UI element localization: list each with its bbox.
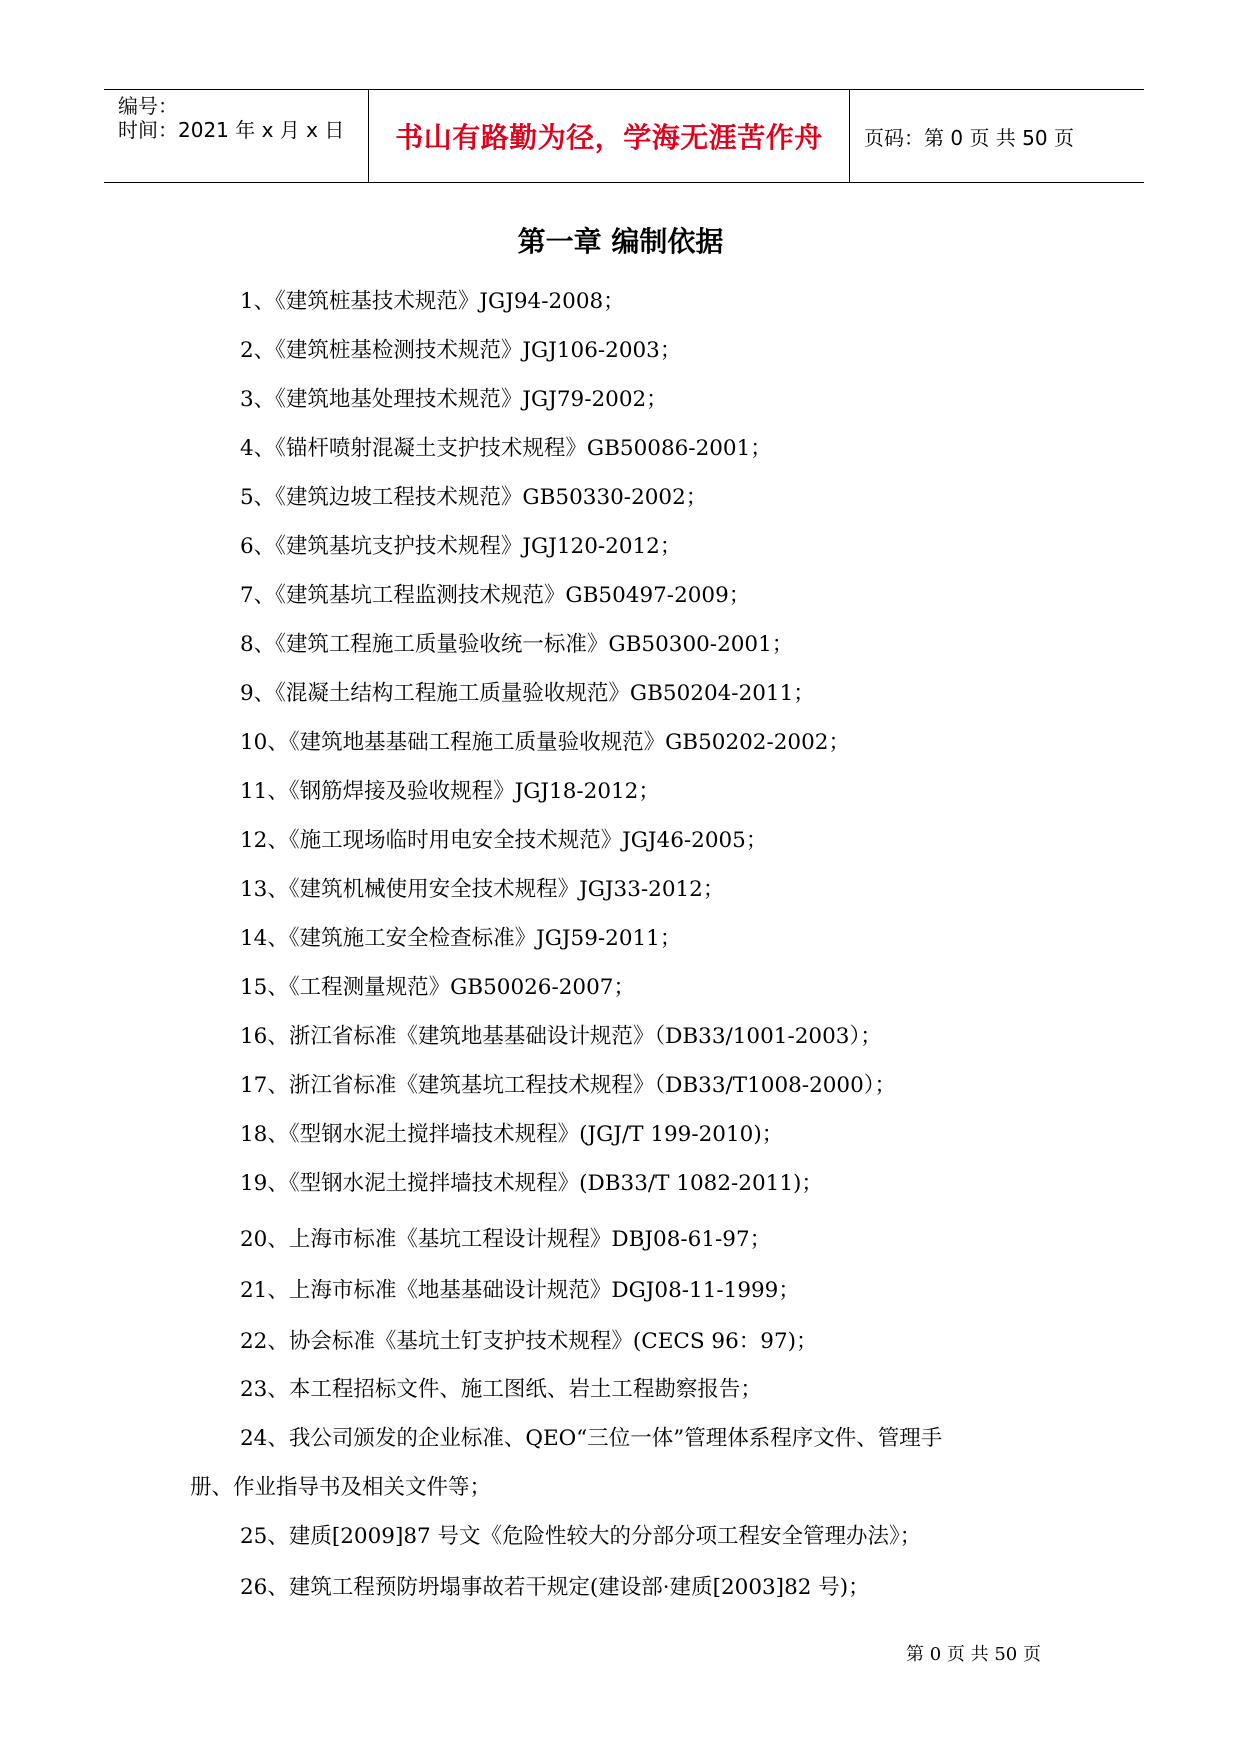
list-item: 26、建筑工程预防坍塌事故若干规定(建设部·建质[2003]82 号)； — [240, 1575, 870, 1600]
list-item: 22、协会标准《基坑土钉支护技术规程》(CECS 96：97)； — [240, 1329, 818, 1354]
motto-text: 书山有路勤为径，学海无涯苦作舟 — [395, 121, 823, 154]
list-item: 6、《建筑基坑支护技术规程》JGJ120-2012； — [240, 534, 682, 559]
list-item: 25、建质[2009]87 号文《危险性较大的分部分项工程安全管理办法》； — [240, 1524, 922, 1549]
chapter-title: 第一章 编制依据 — [517, 225, 724, 258]
list-item: 24、我公司颁发的企业标准、QEO“三位一体”管理体系程序文件、管理手 — [240, 1426, 943, 1451]
list-item: 16、浙江省标准《建筑地基基础设计规范》（DB33/1001-2003）； — [240, 1024, 882, 1049]
header-page-cell — [850, 90, 1144, 182]
list-item: 18、《型钢水泥土搅拌墙技术规程》(JGJ/T 199-2010)； — [240, 1122, 784, 1147]
list-item: 12、《施工现场临时用电安全技术规范》JGJ46-2005； — [240, 828, 768, 853]
list-item: 9、《混凝土结构工程施工质量验收规范》GB50204-2011； — [240, 681, 815, 706]
list-item: 4、《锚杆喷射混凝土支护技术规程》GB50086-2001； — [240, 436, 772, 461]
list-item: 5、《建筑边坡工程技术规范》GB50330-2002； — [240, 485, 708, 510]
list-item: 17、浙江省标准《建筑基坑工程技术规程》（DB33/T1008-2000）； — [240, 1073, 897, 1098]
list-item: 2、《建筑桩基检测技术规范》JGJ106-2003； — [240, 338, 682, 363]
page-header — [104, 89, 1144, 183]
list-item: 21、上海市标准《地基基础设计规范》DGJ08-11-1999； — [240, 1278, 800, 1303]
list-item: 23、本工程招标文件、施工图纸、岩土工程勘察报告； — [240, 1377, 762, 1402]
list-item: 15、《工程测量规范》GB50026-2007； — [240, 975, 635, 1000]
list-item: 7、《建筑基坑工程监测技术规范》GB50497-2009； — [240, 583, 751, 608]
page-code-text: 页码：第 0 页 共 50 页 — [864, 125, 1074, 150]
list-item-continuation: 册、作业指导书及相关文件等； — [190, 1475, 492, 1500]
list-item: 1、《建筑桩基技术规范》JGJ94-2008； — [240, 289, 625, 314]
list-item: 8、《建筑工程施工质量验收统一标准》GB50300-2001； — [240, 632, 794, 657]
page-footer: 第 0 页 共 50 页 — [906, 1644, 1041, 1665]
list-item: 11、《钢筋焊接及验收规程》JGJ18-2012； — [240, 779, 660, 804]
header-motto-cell — [369, 90, 850, 182]
list-item: 19、《型钢水泥土搅拌墙技术规程》(DB33/T 1082-2011)； — [240, 1171, 823, 1196]
document-time-label: 时间：2021 年 x 月 x 日 — [118, 118, 345, 142]
header-info-cell — [104, 90, 369, 182]
list-item: 3、《建筑地基处理技术规范》JGJ79-2002； — [240, 387, 668, 412]
list-item: 13、《建筑机械使用安全技术规程》JGJ33-2012； — [240, 877, 725, 902]
list-item: 10、《建筑地基基础工程施工质量验收规范》GB50202-2002； — [240, 730, 850, 755]
document-number-label: 编号： — [118, 94, 178, 118]
list-item: 20、上海市标准《基坑工程设计规程》DBJ08-61-97； — [240, 1227, 772, 1252]
list-item: 14、《建筑施工安全检查标准》JGJ59-2011； — [240, 926, 682, 951]
